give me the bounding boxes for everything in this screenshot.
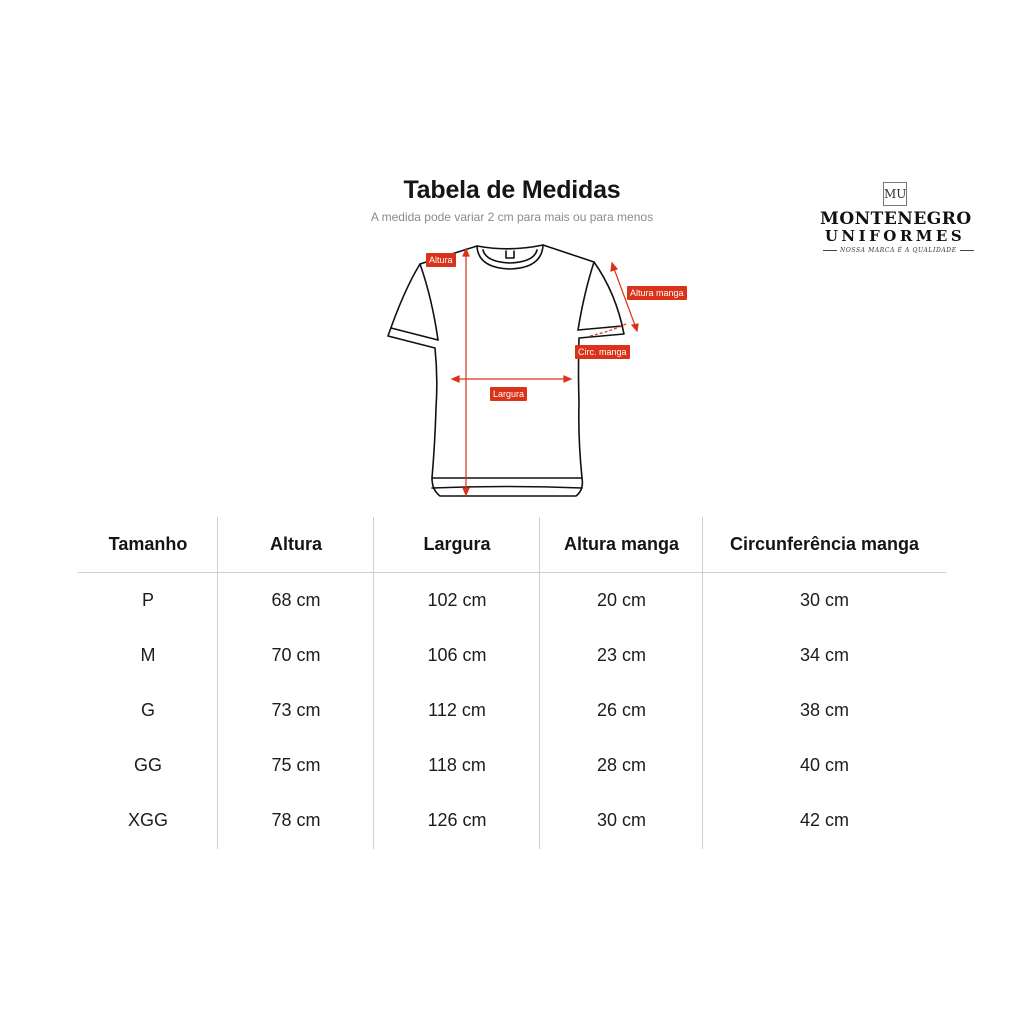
label-circ-manga: Circ. manga [575,345,630,359]
cell-largura: 126 cm [427,810,487,830]
header-altura: Altura [269,534,322,554]
logo-tagline: NOSSA MARCA É A QUALIDADE [820,247,970,254]
header-largura: Largura [423,534,491,554]
table-row [78,683,946,738]
table-row [78,573,946,628]
altura-manga-arrow-bottom [632,324,638,331]
measure-lines [452,249,638,495]
logo-name-line1: MONTENEGRO [820,209,972,229]
header-altura-manga: Altura manga [563,534,680,554]
column-divider [539,517,540,849]
cell-altura: 68 cm [271,590,321,610]
cell-altura-manga: 30 cm [596,810,647,830]
logo-name-line2: UNIFORMES [824,227,966,245]
cell-largura: 102 cm [427,590,487,610]
table-row [78,738,946,793]
column-divider [373,517,374,849]
cell-size: M [140,645,156,665]
size-table [78,517,946,848]
table-row [78,628,946,683]
altura-manga-arrow-top [611,263,617,271]
cell-largura: 118 cm [428,755,486,775]
page-subtitle: A medida pode variar 2 cm para mais ou para menos [370,210,654,224]
cell-size: G [140,700,155,720]
cell-largura: 106 cm [427,645,487,665]
largura-arrow-left [452,376,459,382]
cell-circ-manga: 34 cm [799,645,850,665]
cell-circ-manga: 30 cm [799,590,850,610]
cell-size: XGG [127,810,168,830]
cell-size: GG [133,755,162,775]
altura-arrow-bottom [463,488,469,495]
tshirt-outline [388,245,624,496]
cell-circ-manga: 38 cm [799,700,850,720]
cell-altura-manga: 26 cm [596,700,647,720]
label-largura: Largura [490,387,527,401]
cell-altura-manga: 28 cm [596,755,647,775]
cell-circ-manga: 40 cm [799,755,850,775]
cell-altura: 70 cm [271,645,321,665]
header-circunferencia-manga: Circunferência manga [729,534,920,554]
tshirt-diagram [380,238,650,503]
cell-largura: 112 cm [428,700,486,720]
label-altura-manga: Altura manga [627,286,687,300]
column-divider [217,517,218,849]
table-header-row [78,517,946,573]
label-altura: Altura [426,253,456,267]
cell-altura: 78 cm [271,810,321,830]
largura-arrow-right [564,376,571,382]
table-row [78,793,946,848]
brand-logo [820,182,970,254]
page-title: Tabela de Medidas [403,176,621,204]
cell-altura-manga: 23 cm [596,645,647,665]
header-tamanho: Tamanho [108,534,188,554]
logo-monogram-icon: MU [883,182,907,206]
cell-size: P [141,590,154,610]
column-divider [702,517,703,849]
cell-circ-manga: 42 cm [799,810,850,830]
cell-altura: 73 cm [271,700,321,720]
cell-altura: 75 cm [271,755,321,775]
cell-altura-manga: 20 cm [596,590,647,610]
